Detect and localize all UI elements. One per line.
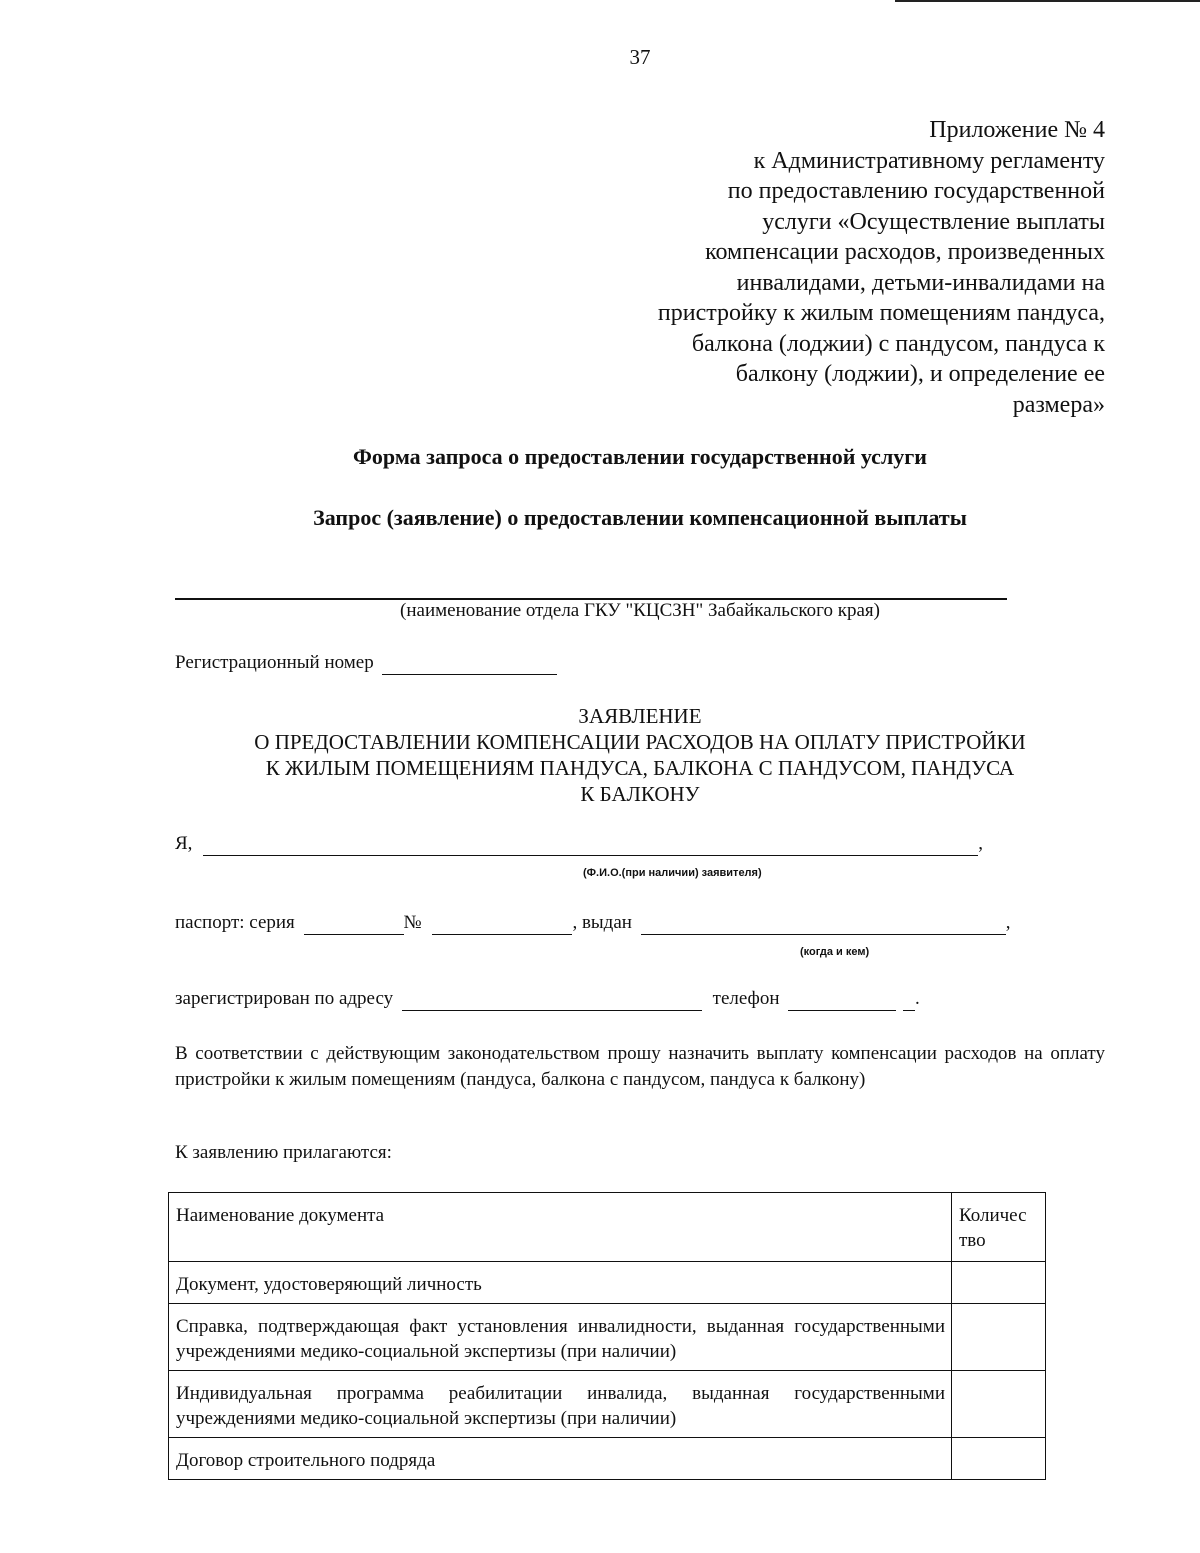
passport-series-field[interactable] bbox=[304, 912, 404, 935]
document-name-cell: Справка, подтверждающая факт установления инвалидности, выданная государственными учреждениями медико-социальной экспертизы (при наличии) bbox=[169, 1304, 952, 1371]
request-title: Запрос (заявление) о предоставлении компенсационной выплаты bbox=[313, 505, 967, 530]
phone-field[interactable] bbox=[788, 988, 896, 1011]
appendix-line: к Административному регламенту bbox=[753, 147, 1105, 174]
statement-line: К ЖИЛЫМ ПОМЕЩЕНИЯМ ПАНДУСА, БАЛКОНА С ПАНДУСОМ, ПАНДУСА bbox=[265, 756, 1015, 780]
passport-issued-field[interactable] bbox=[641, 912, 1006, 935]
passport-caption: (когда и кем) bbox=[800, 946, 870, 958]
phone-field-extra[interactable] bbox=[903, 988, 915, 1011]
applicant-caption: (Ф.И.О.(при наличии) заявителя) bbox=[583, 867, 762, 879]
address-row bbox=[175, 988, 920, 1011]
passport-label: паспорт: серия bbox=[175, 912, 295, 933]
appendix-line: пристройку к жилым помещениям пандуса, bbox=[657, 300, 1105, 326]
department-caption: (наименование отдела ГКУ "КЦСЗН" Забайкальского края) bbox=[400, 600, 880, 621]
address-suffix: . bbox=[915, 988, 920, 1009]
appendix-line: балкону (лоджии), и определение ее bbox=[735, 361, 1105, 387]
applicant-name-field[interactable] bbox=[203, 833, 978, 856]
document-name-cell: Индивидуальная программа реабилитации инвалида, выданная государственными учреждениями медико-социальной экспертизы (при наличии) bbox=[169, 1371, 952, 1438]
document-name-cell: Договор строительного подряда bbox=[169, 1438, 952, 1480]
registration-label: Регистрационный номер bbox=[175, 652, 374, 673]
phone-label: телефон bbox=[712, 988, 780, 1009]
applicant-suffix: , bbox=[978, 833, 983, 854]
passport-issued-label: , выдан bbox=[572, 912, 632, 933]
statement-line: О ПРЕДОСТАВЛЕНИИ КОМПЕНСАЦИИ РАСХОДОВ НА ОПЛАТУ ПРИСТРОЙКИ bbox=[254, 730, 1026, 754]
statement-heading bbox=[0, 703, 1200, 807]
appendix-block bbox=[545, 115, 1105, 420]
passport-suffix: , bbox=[1005, 912, 1011, 933]
form-title: Форма запроса о предоставлении государственной услуги bbox=[353, 444, 927, 469]
appendix-line: инвалидами, детьми-инвалидами на bbox=[736, 269, 1105, 296]
table-row bbox=[169, 1262, 1046, 1304]
page-number: 37 bbox=[629, 45, 651, 69]
statement-line: К БАЛКОНУ bbox=[580, 782, 700, 806]
header-quantity: Количес тво bbox=[952, 1193, 1046, 1262]
passport-number-label: № bbox=[403, 912, 422, 933]
address-label: зарегистрирован по адресу bbox=[175, 988, 394, 1009]
registration-number-field[interactable] bbox=[382, 652, 557, 675]
passport-row bbox=[175, 912, 1010, 935]
appendix-line: компенсации расходов, произведенных bbox=[705, 239, 1105, 265]
registration-row bbox=[175, 652, 557, 675]
documents-table bbox=[168, 1192, 1046, 1480]
quantity-cell[interactable] bbox=[952, 1438, 1046, 1480]
passport-number-field[interactable] bbox=[432, 912, 572, 935]
statement-title: ЗАЯВЛЕНИЕ bbox=[578, 704, 702, 728]
table-row bbox=[169, 1304, 1046, 1371]
table-header-row bbox=[169, 1193, 1046, 1262]
address-field[interactable] bbox=[402, 988, 702, 1011]
applicant-prefix: Я, bbox=[175, 833, 193, 854]
appendix-line: размера» bbox=[1012, 391, 1105, 418]
quantity-cell[interactable] bbox=[952, 1262, 1046, 1304]
table-row bbox=[169, 1371, 1046, 1438]
appendix-line: услуги «Осуществление выплаты bbox=[762, 208, 1105, 235]
document-name-cell: Документ, удостоверяющий личность bbox=[169, 1262, 952, 1304]
top-rule bbox=[895, 0, 1200, 2]
quantity-cell[interactable] bbox=[952, 1304, 1046, 1371]
appendix-line: балкона (лоджии) с пандусом, пандуса к bbox=[691, 330, 1105, 357]
applicant-row bbox=[175, 833, 983, 856]
appendix-line: Приложение № 4 bbox=[929, 117, 1105, 143]
attachments-label: К заявлению прилагаются: bbox=[175, 1142, 392, 1163]
appendix-line: по предоставлению государственной bbox=[727, 178, 1105, 204]
header-document-name: Наименование документа bbox=[169, 1193, 952, 1262]
request-paragraph: В соответствии с действующим законодательством прошу назначить выплату компенсации расходов на оплату пристройки к жилым помещениям (пандуса, балкона с пандусом, пандуса к балкону) bbox=[175, 1043, 1105, 1090]
table-row bbox=[169, 1438, 1046, 1480]
quantity-cell[interactable] bbox=[952, 1371, 1046, 1438]
